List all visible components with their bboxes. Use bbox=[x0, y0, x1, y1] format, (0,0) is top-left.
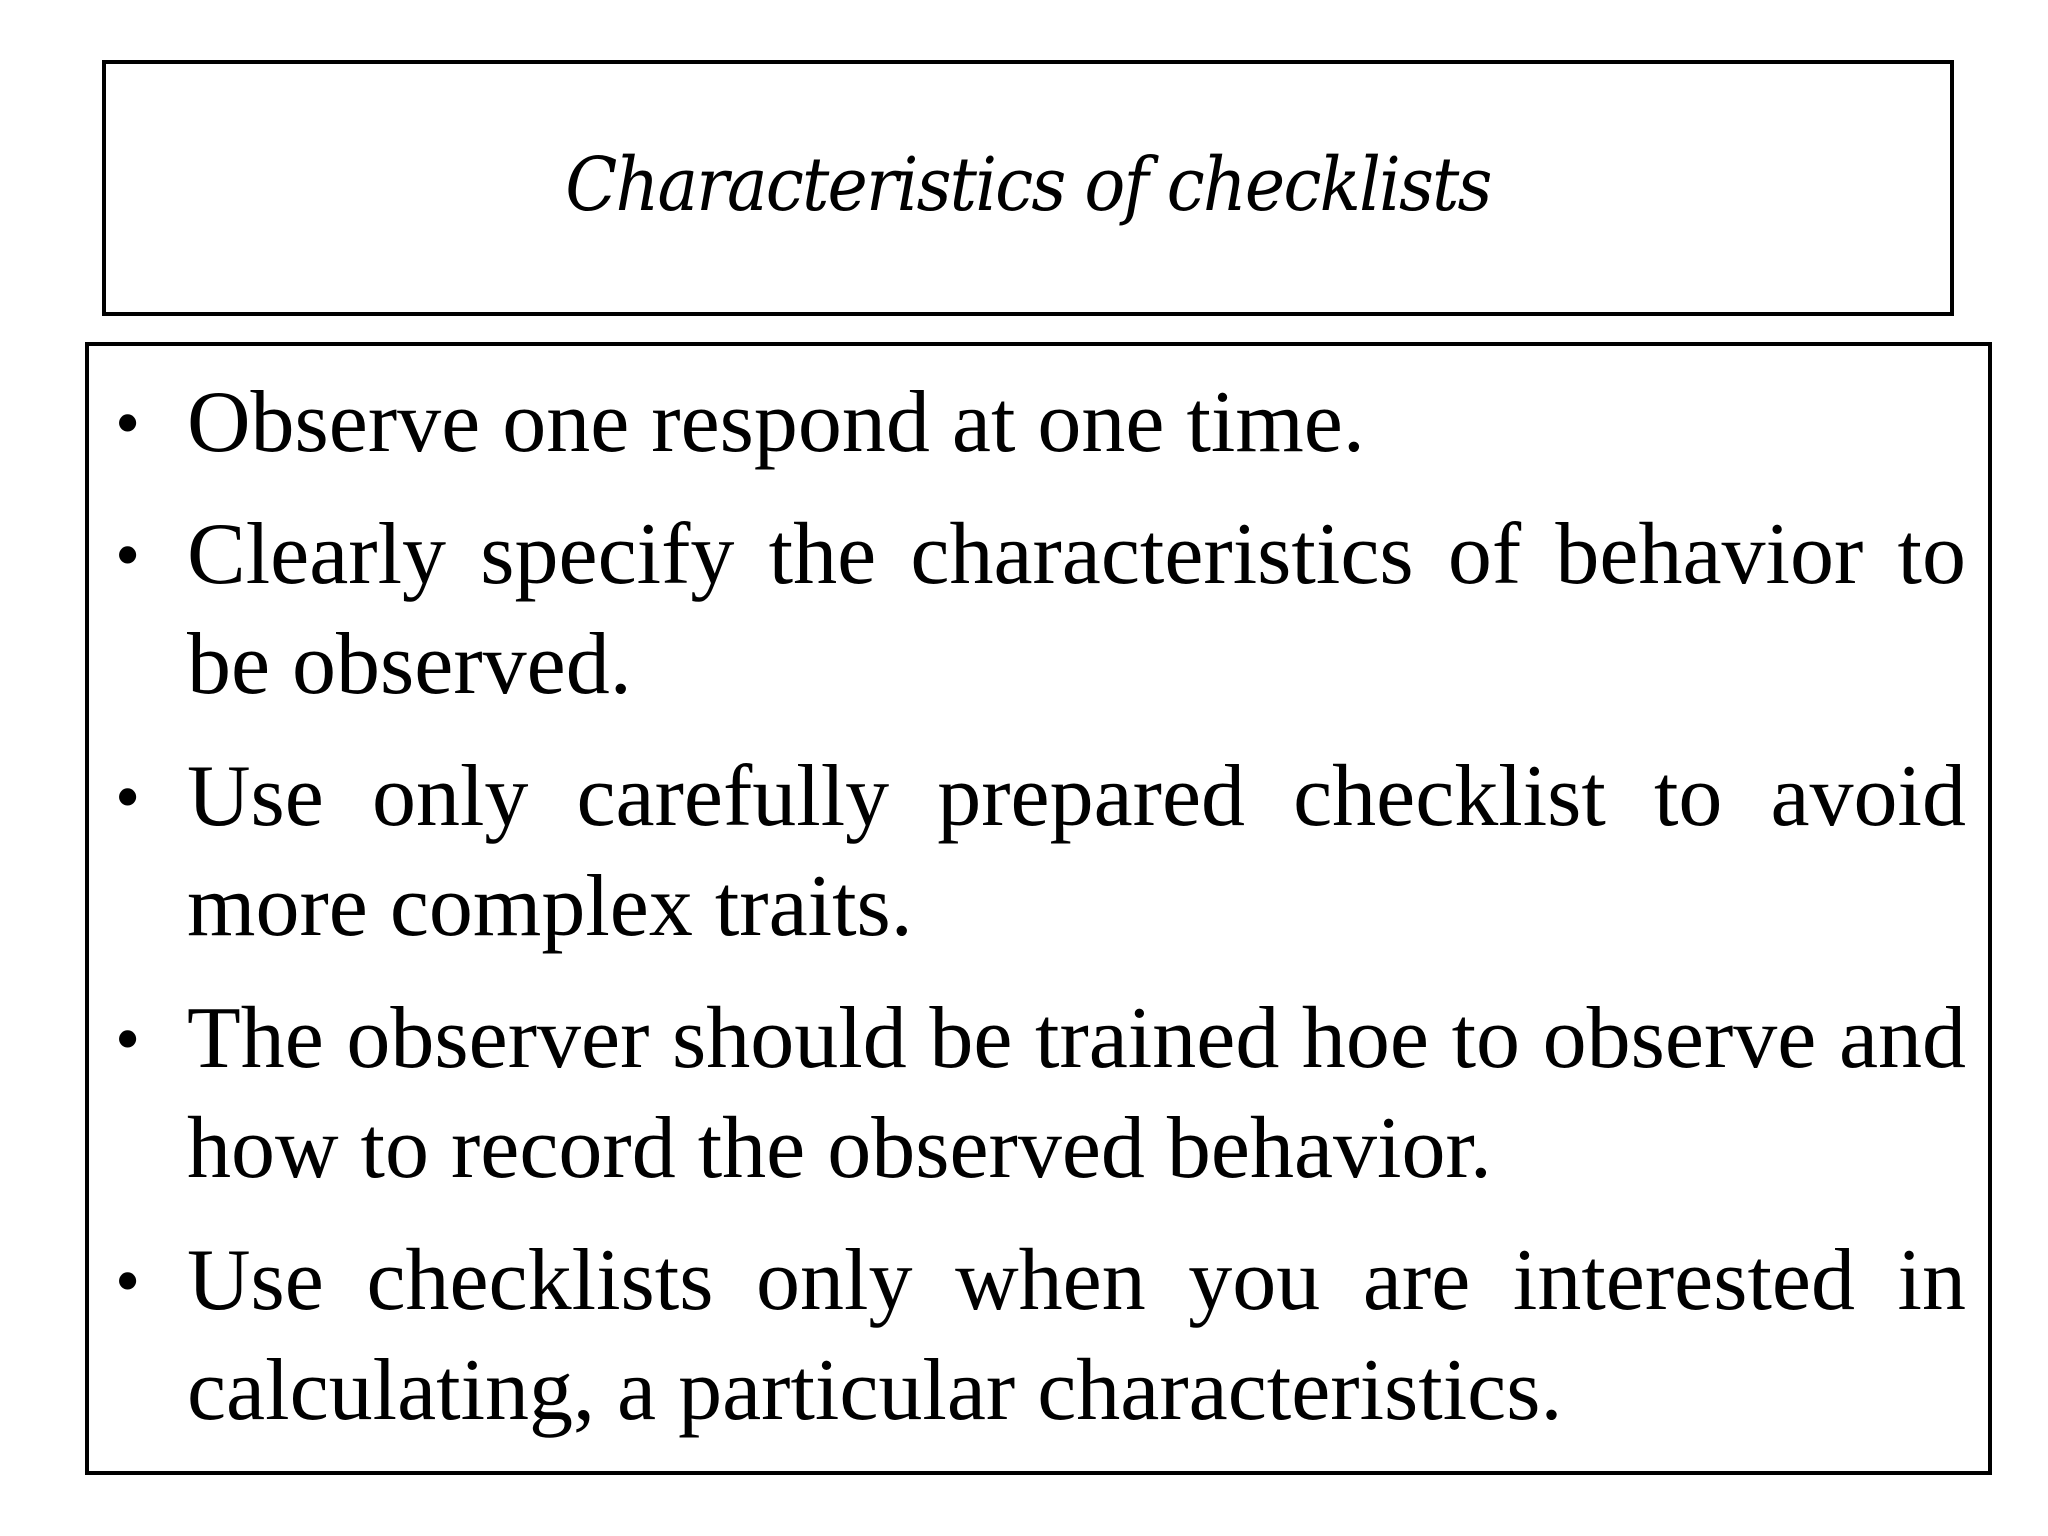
list-item bbox=[109, 742, 1966, 962]
content-box bbox=[85, 342, 1992, 1475]
bullet-icon: • bbox=[115, 1241, 141, 1321]
list-item bbox=[109, 1226, 1966, 1446]
slide-title: Characteristics of checklists bbox=[565, 142, 1491, 228]
bullet-list bbox=[109, 368, 1966, 1446]
bullet-icon: • bbox=[115, 999, 141, 1079]
bullet-icon: • bbox=[115, 515, 141, 595]
bullet-text: Clearly specify the characteristics of behavior to be observed. bbox=[187, 506, 1966, 713]
bullet-text: Use only carefully prepared checklist to avoid more complex traits. bbox=[187, 748, 1966, 955]
list-item bbox=[109, 500, 1966, 720]
bullet-text: Use checklists only when you are interested in calculating, a particular characteristics. bbox=[187, 1232, 1966, 1439]
bullet-text: Observe one respond at one time. bbox=[187, 374, 1365, 471]
list-item bbox=[109, 368, 1966, 478]
bullet-icon: • bbox=[115, 383, 141, 463]
bullet-icon: • bbox=[115, 757, 141, 837]
title-box bbox=[102, 60, 1954, 316]
list-item bbox=[109, 984, 1966, 1204]
bullet-text: The observer should be trained hoe to observe and how to record the observed behavior. bbox=[187, 990, 1966, 1197]
